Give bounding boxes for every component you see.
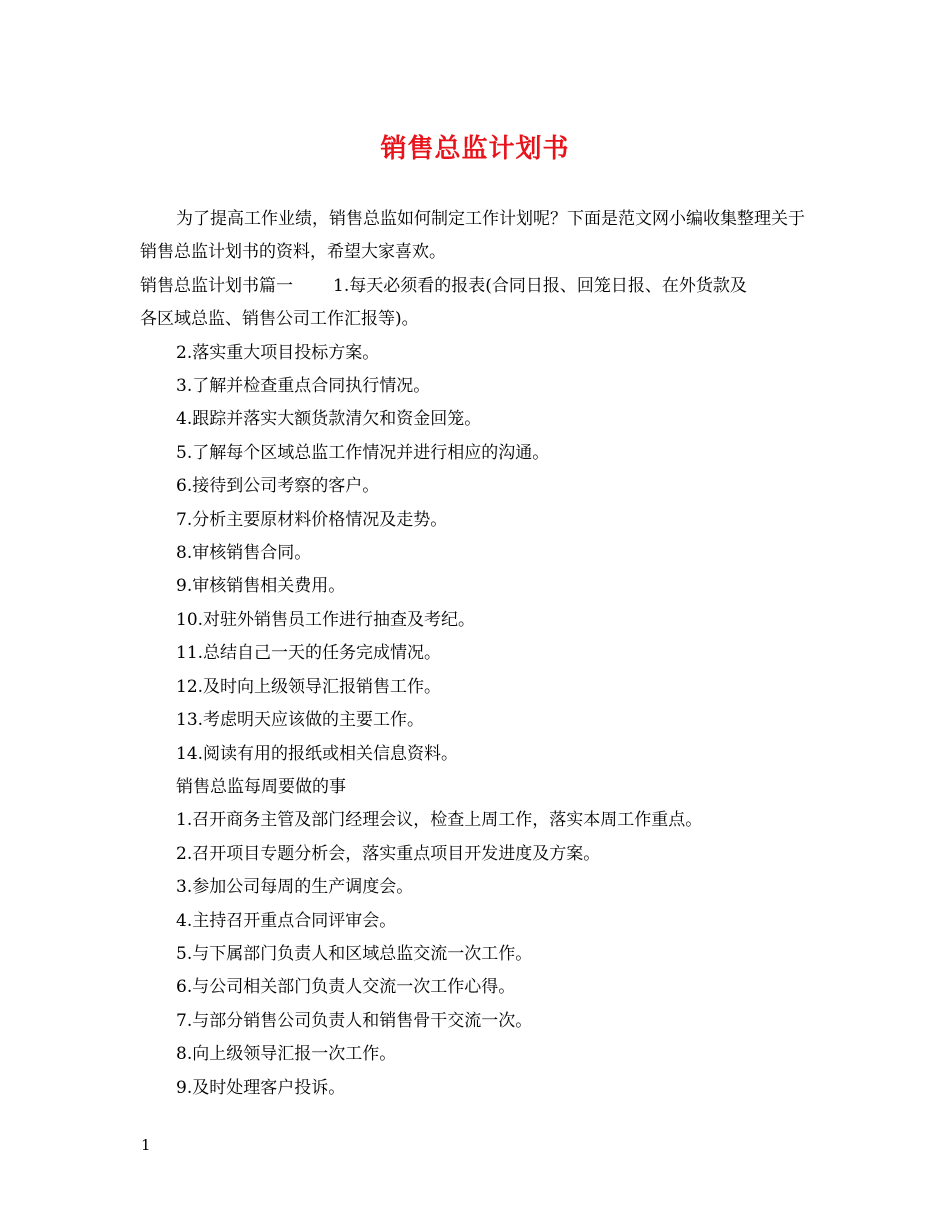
list-item: 2.召开项目专题分析会，落实重点项目开发进度及方案。 (176, 843, 601, 864)
daily-item-1-part-2: 各区域总监、销售公司工作汇报等)。 (140, 309, 419, 330)
section1-first-line (140, 270, 812, 303)
daily-items-list (140, 337, 812, 771)
daily-item-1-part-1: 1.每天必须看的报表(合同日报、回笼日报、在外货款及 (333, 275, 747, 296)
list-item: 1.召开商务主管及部门经理会议，检查上周工作，落实本周工作重点。 (176, 810, 703, 831)
list-item: 7.与部分销售公司负责人和销售骨干交流一次。 (176, 1010, 533, 1031)
list-item: 5.与下属部门负责人和区域总监交流一次工作。 (176, 943, 533, 964)
list-item: 10.对驻外销售员工作进行抽查及考纪。 (176, 609, 476, 630)
list-item: 11.总结自己一天的任务完成情况。 (176, 643, 442, 664)
list-item: 8.向上级领导汇报一次工作。 (176, 1044, 397, 1065)
list-item: 6.与公司相关部门负责人交流一次工作心得。 (176, 977, 516, 998)
list-item: 12.及时向上级领导汇报销售工作。 (176, 676, 442, 697)
weekly-items-list (140, 804, 812, 1105)
intro-paragraph: 为了提高工作业绩，销售总监如何制定工作计划呢？下面是范文网小编收集整理关于销售总监计划书的资料，希望大家喜欢。 (140, 209, 805, 263)
list-item: 2.落实重大项目投标方案。 (176, 342, 380, 363)
list-item: 14.阅读有用的报纸或相关信息资料。 (176, 743, 459, 764)
document-title: 销售总监计划书 (380, 134, 570, 164)
list-item: 4.主持召开重点合同评审会。 (176, 910, 397, 931)
weekly-heading: 销售总监每周要做的事 (176, 776, 346, 797)
page-number: 1 (141, 1136, 151, 1154)
section1-heading: 销售总监计划书篇一 (140, 275, 293, 296)
list-item: 9.审核销售相关费用。 (176, 576, 346, 597)
list-item: 8.审核销售合同。 (176, 543, 312, 564)
list-item: 3.参加公司每周的生产调度会。 (176, 877, 414, 898)
document-body (140, 203, 812, 1105)
list-item: 5.了解每个区域总监工作情况并进行相应的沟通。 (176, 442, 550, 463)
list-item: 13.考虑明天应该做的主要工作。 (176, 710, 425, 731)
list-item: 9.及时处理客户投诉。 (176, 1077, 346, 1098)
list-item: 4.跟踪并落实大额货款清欠和资金回笼。 (176, 409, 482, 430)
list-item: 7.分析主要原材料价格情况及走势。 (176, 509, 448, 530)
list-item: 6.接待到公司考察的客户。 (176, 476, 380, 497)
list-item: 3.了解并检查重点合同执行情况。 (176, 376, 431, 397)
